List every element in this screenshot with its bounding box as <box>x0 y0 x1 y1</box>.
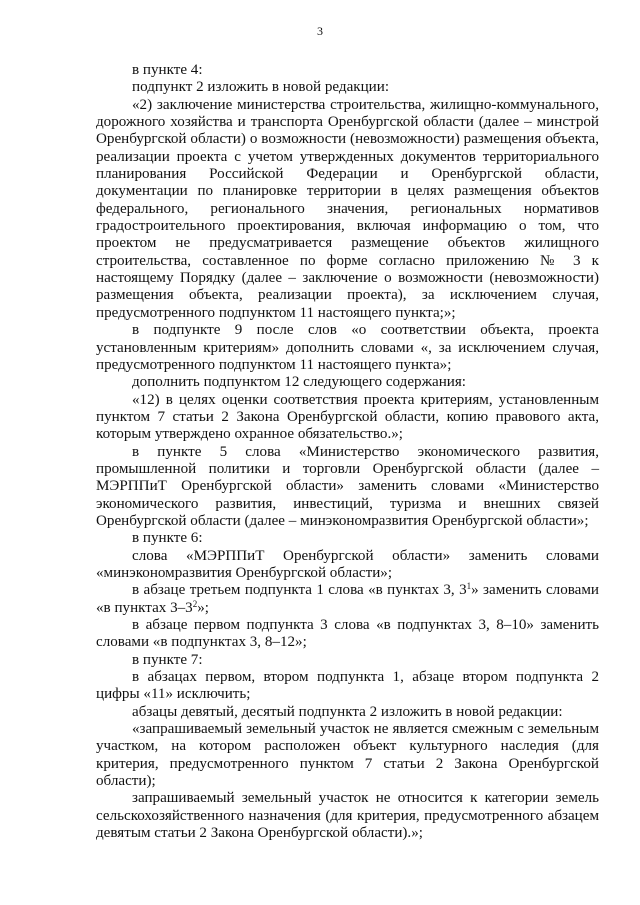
paragraph-punkt-7: в пункте 7: <box>132 651 203 668</box>
paragraph-zaprashivaemiy-2: запрашиваемый земельный участок не относится к категории земель сельскохозяйственного назначения (для критерия, предусмотренного абзацем девятым статьи 2 Закона Оренбургской области).»; <box>96 790 599 842</box>
page-number: 3 <box>317 24 323 38</box>
paragraph-zaklyuchenie: «2) заключение министерства строительства, жилищно-коммунального, дорожного хозяйства и транспорта Оренбургской области (далее – минстрой Оренбургской области) о возможности (невозможности) размещения объекта, реализации проекта с учетом утвержденных документов территориального планирования Российской Федерации и Оренбургской области, документации по планировке территории в целях размещения объектов федерального, регионального значения, региональных нормативов градостроительного проектирования, включая информацию о том, что проектом не предусматривается размещение объектов жилищного строительства, составленное по форме согласно приложению № 3 к настоящему Порядку (далее – заключение о возможности (невозможности) размещения объекта, реализации проекта), за исключением случая, предусмотренного подпунктом 11 настоящего пункта;»; <box>96 96 599 321</box>
paragraph-abzacy-pervom: в абзацах первом, втором подпункта 1, абзаце втором подпункта 2 цифры «11» исключить; <box>96 669 599 703</box>
paragraph-abzacy-devyatiy: абзацы девятый, десятый подпункта 2 изложить в новой редакции: <box>132 703 563 720</box>
abzac-tretiy-before: в абзаце третьем подпункта 1 слова «в пунктах 3, 3 <box>132 582 467 599</box>
paragraph-punkt-5: в пункте 5 слова «Министерство экономического развития, промышленной политики и торговли Оренбургской области (далее – МЭРППиТ Оренбургской области» заменить словами «Министерство экономического развития, инвестиций, туризма и внешних связей Оренбургской области (далее – минэкономразвития Оренбургской области»; <box>96 443 599 529</box>
paragraph-punkt-6: в пункте 6: <box>132 530 203 547</box>
abzac-tretiy-after: » заменить словами «в пунктах 3–3 <box>96 582 600 616</box>
paragraph-punkt-4: в пункте 4: <box>132 62 203 78</box>
superscript-2: 2 <box>192 598 198 609</box>
document-body <box>96 62 599 842</box>
paragraph-podpunkt-12-text: «12) в целях оценки соответствия проекта критериям, установленным пунктом 7 статьи 2 Закона Оренбургской области, копию правового акта, которым утверждено охранное обязательство.»; <box>96 391 599 443</box>
paragraph-podpunkt-9: в подпункте 9 после слов «о соответствии объекта, проекта установленным критериям» дополнить словами «, за исключением случая, предусмотренного подпунктом 11 настоящего пункта»; <box>96 322 599 373</box>
paragraph-podpunkt-2: подпункт 2 изложить в новой редакции: <box>132 79 390 96</box>
superscript-1: 1 <box>466 581 472 592</box>
paragraph-abzac-perviy: в абзаце первом подпункта 3 слова «в подпунктах 3, 8–10» заменить словами «в подпунктах 3, 8–12»; <box>96 617 599 651</box>
paragraph-dopolnit-12: дополнить подпунктом 12 следующего содержания: <box>132 374 466 391</box>
paragraph-zaprashivaemiy-1: «запрашиваемый земельный участок не является смежным с земельным участком, на котором расположен объект культурного наследия (для критерия, предусмотренного пунктом 7 статьи 2 Закона Оренбургской области); <box>96 721 599 790</box>
paragraph-abzac-tretiy <box>96 582 599 617</box>
abzac-tretiy-end: »; <box>197 599 209 616</box>
paragraph-slova-merppit: слова «МЭРППиТ Оренбургской области» заменить словами «минэкономразвития Оренбургской области»; <box>96 547 599 581</box>
